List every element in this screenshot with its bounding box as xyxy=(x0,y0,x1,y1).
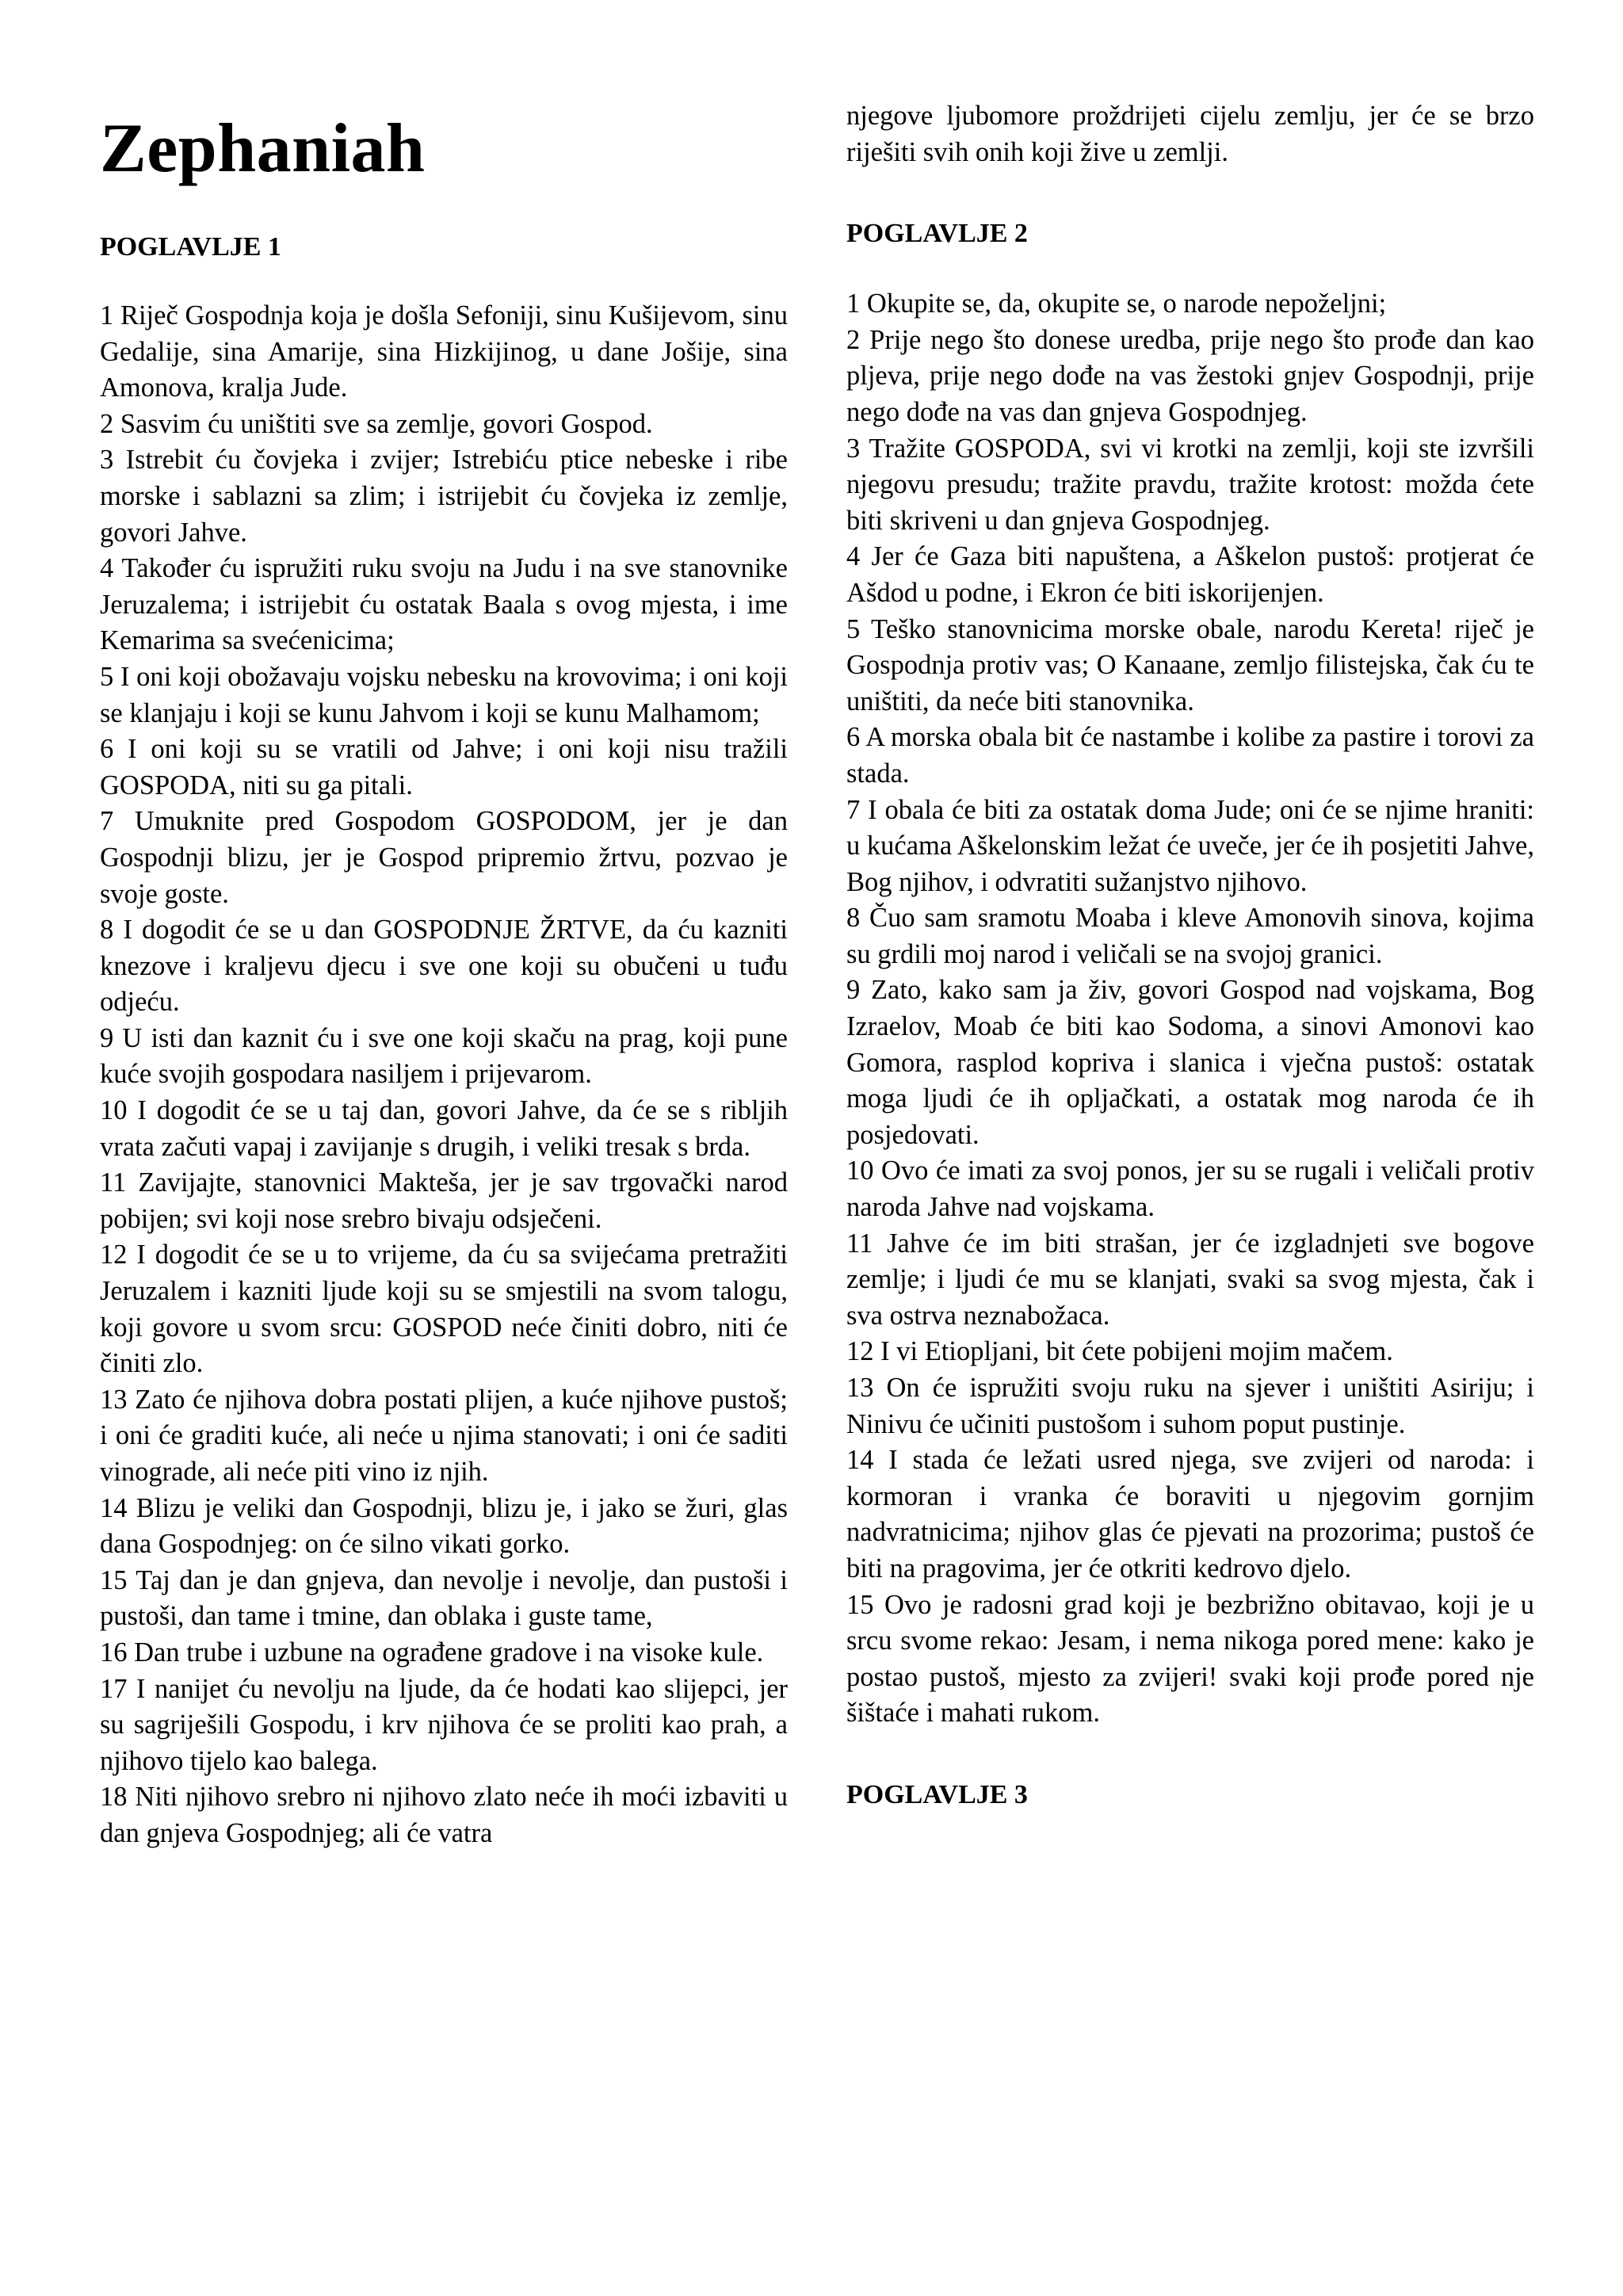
verse: 8 Čuo sam sramotu Moaba i kleve Amonovih sinova, kojima su grdili moj narod i veličali se na svojoj granici. xyxy=(846,903,1534,969)
verse: 15 Ovo je radosni grad koji je bezbrižno obitavao, koji je u srcu svome rekao: Jesam, i nema nikoga pored mene: kako je postao pustoš, mjesto za zvijeri! svaki koji prođe pored nje šištaće i mahati rukom. xyxy=(846,1589,1534,1729)
verse: 17 I nanijet ću nevolju na ljude, da će hodati kao slijepci, jer su sagriješili Gospodu, i krv njihova će se proliti kao prah, a njihovo tijelo kao balega. xyxy=(100,1673,788,1776)
verse: 6 A morska obala bit će nastambe i kolibe za pastire i torovi za stada. xyxy=(846,722,1534,789)
verse: 10 Ovo će imati za svoj ponos, jer su se rugali i veličali protiv naroda Jahve nad vojskama. xyxy=(846,1156,1534,1223)
verse: 4 Jer će Gaza biti napuštena, a Aškelon pustoš: protjerat će Ašdod u podne, i Ekron će biti iskorijenjen. xyxy=(846,541,1534,608)
verse: 15 Taj dan je dan gnjeva, dan nevolje i nevolje, dan pustoši i pustoši, dan tame i tmine, dan oblaka i guste tame, xyxy=(100,1564,788,1632)
chapter-2-heading: POGLAVLJE 2 xyxy=(846,219,1028,249)
verse: 11 Jahve će im biti strašan, jer će izgladnjeti sve bogove zemlje; i ljudi će mu se klanjati, svaki sa svog mjesta, čak i sva ostrva neznabožaca. xyxy=(846,1228,1534,1331)
verse: 14 Blizu je veliki dan Gospodnji, blizu je, i jako se žuri, glas dana Gospodnjeg: on će silno vikati gorko. xyxy=(100,1492,788,1560)
verse-continuation: njegove ljubomore proždrijeti cijelu zemlju, jer će se brzo riješiti svih onih koji žive u zemlji. xyxy=(846,101,1534,167)
verse: 13 Zato će njihova dobra postati plijen, a kuće njihove pustoš; i oni će graditi kuće, ali neće u njima stanovati; i oni će saditi vinograde, ali neće piti vino iz njih. xyxy=(100,1384,788,1487)
verse: 11 Zavijajte, stanovnici Makteša, jer je sav trgovački narod pobijen; svi koji nose srebro bivaju odsječeni. xyxy=(100,1167,788,1234)
left-column xyxy=(100,0,788,1852)
chapter-2-verses xyxy=(846,286,1534,1732)
verse: 3 Tražite GOSPODA, svi vi krotki na zemlji, koji ste izvršili njegovu presudu; tražite pravdu, tražite krotost: možda ćete biti skriveni u dan gnjeva Gospodnjeg. xyxy=(846,433,1534,536)
verse: 16 Dan trube i uzbune na ograđene gradove i na visoke kule. xyxy=(100,1637,764,1668)
chapter-1-continuation xyxy=(846,98,1534,170)
verse: 2 Prije nego što donese uredba, prije nego što prođe dan kao pljeva, prije nego dođe na vas žestoki gnjev Gospodnji, prije nego dođe na vas dan gnjeva Gospodnjeg. xyxy=(846,324,1534,427)
right-column xyxy=(846,0,1534,1813)
verse: 13 On će ispružiti svoju ruku na sjever i uništiti Asiriju; i Ninivu će učiniti pustošom i suhom poput pustinje. xyxy=(846,1373,1534,1439)
verse: 9 U isti dan kaznit ću i sve one koji skaču na prag, koji pune kuće svojih gospodara nasiljem i prijevarom. xyxy=(100,1022,788,1090)
chapter-1-verses xyxy=(100,298,788,1852)
verse: 5 Teško stanovnicima morske obale, narodu Kereta! riječ je Gospodnja protiv vas; O Kanaane, zemljo filistejska, čak ću te uništiti, da neće biti stanovnika. xyxy=(846,613,1534,716)
verse: 7 I obala će biti za ostatak doma Jude; oni će se njime hraniti: u kućama Aškelonskim ležat će uveče, jer će ih posjetiti Jahve, Bog njihov, i odvratiti sužanjstvo njihovo. xyxy=(846,794,1534,897)
verse: 14 I stada će ležati usred njega, sve zvijeri od naroda: i kormoran i vranka će boraviti u njegovim gornjim nadvratnicima; njihov glas će pjevati na prozorima; pustoš će biti na pragovima, jer će otkriti kedrovo djelo. xyxy=(846,1445,1534,1584)
verse: 1 Riječ Gospodnja koja je došla Sefoniji, sinu Kušijevom, sinu Gedalije, sina Amarije, sina Hizkijinog, u dane Jošije, sina Amonova, kralja Jude. xyxy=(100,300,788,403)
verse: 6 I oni koji su se vratili od Jahve; i oni koji nisu tražili GOSPODA, niti su ga pitali. xyxy=(100,734,788,800)
verse: 3 Istrebit ću čovjeka i zvijer; Istrebiću ptice nebeske i ribe morske i sablazni sa zlim; i istrijebit ću čovjeka iz zemlje, govori Jahve. xyxy=(100,445,788,548)
book-title: Zephaniah xyxy=(100,110,426,187)
verse: 10 I dogodit će se u taj dan, govori Jahve, da će se s ribljih vrata začuti vapaj i zavijanje s drugih, i veliki tresak s brda. xyxy=(100,1095,788,1162)
verse: 5 I oni koji obožavaju vojsku nebesku na krovovima; i oni koji se klanjaju i koji se kunu Jahvom i koji se kunu Malhamom; xyxy=(100,661,788,728)
verse: 2 Sasvim ću uništiti sve sa zemlje, govori Gospod. xyxy=(100,408,653,439)
verse: 9 Zato, kako sam ja živ, govori Gospod nad vojskama, Bog Izraelov, Moab će biti kao Sodoma, a sinovi Amonovi kao Gomora, rasplod kopriva i slanica i vječna pustoš: ostatak moga ljudi će ih opljačkati, a ostatak mog naroda će ih posjedovati. xyxy=(846,975,1534,1150)
verse: 8 I dogodit će se u dan GOSPODNJE ŽRTVE, da ću kazniti knezove i kraljevu djecu i sve one koji su obučeni u tuđu odjeću. xyxy=(100,915,788,1018)
verse: 18 Niti njihovo srebro ni njihovo zlato neće ih moći izbaviti u dan gnjeva Gospodnjeg; ali će vatra xyxy=(100,1782,788,1848)
verse: 7 Umuknite pred Gospodom GOSPODOM, jer je dan Gospodnji blizu, jer je Gospod pripremio žrtvu, pozvao je svoje goste. xyxy=(100,806,788,909)
chapter-1-heading: POGLAVLJE 1 xyxy=(100,232,281,262)
chapter-3-heading: POGLAVLJE 3 xyxy=(846,1779,1028,1809)
verse: 12 I vi Etiopljani, bit ćete pobijeni mojim mačem. xyxy=(846,1336,1393,1367)
verse: 12 I dogodit će se u to vrijeme, da ću sa svijećama pretražiti Jeruzalem i kazniti ljude koji su se smjestili na svom talogu, koji govore u svom srcu: GOSPOD neće činiti dobro, niti će činiti zlo. xyxy=(100,1240,788,1379)
verse: 1 Okupite se, da, okupite se, o narode nepoželjni; xyxy=(846,288,1387,319)
verse: 4 Također ću ispružiti ruku svoju na Judu i na sve stanovnike Jeruzalema; i istrijebit ću ostatak Baala s ovog mjesta, i ime Kemarima sa svećenicima; xyxy=(100,553,788,656)
